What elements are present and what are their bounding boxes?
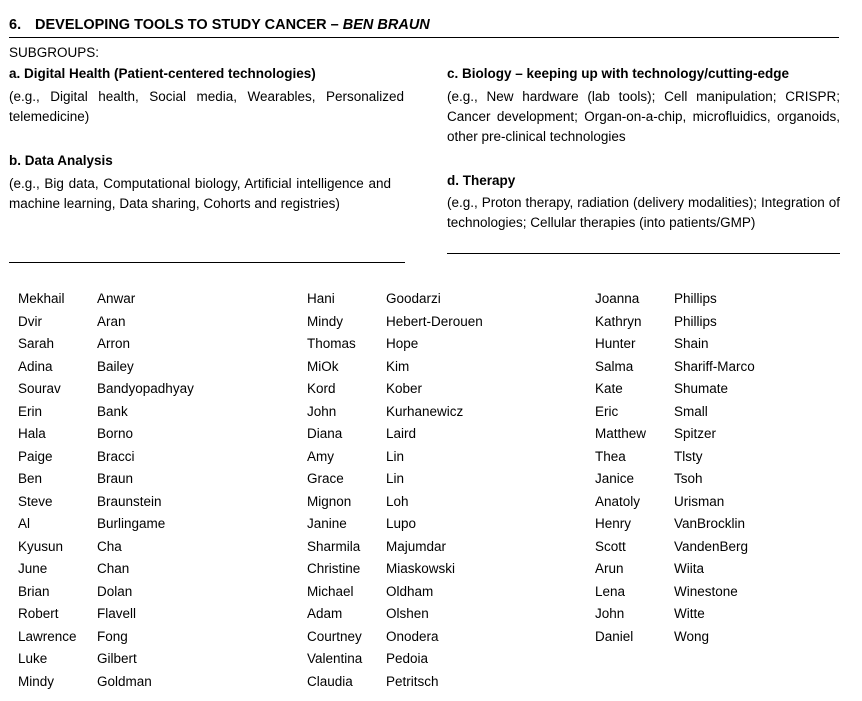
name-row — [595, 491, 755, 514]
last-name: VandenBerg — [674, 538, 749, 554]
last-name: Urisman — [674, 493, 725, 509]
name-row — [307, 446, 483, 469]
name-row — [18, 581, 194, 604]
subgroup-c-description: (e.g., New hardware (lab tools); Cell manipulation; CRISPR; Cancer development; Organ-on-a-chip, microfluidics, organoids, other pre-clinical technologies — [447, 89, 840, 144]
last-name: Chan — [97, 561, 130, 576]
name-row — [307, 603, 483, 626]
name-row — [18, 468, 194, 491]
last-name: Hebert-Derouen — [386, 313, 483, 329]
last-name: Bank — [97, 403, 128, 419]
first-name: Sharmila — [307, 538, 361, 554]
last-name: Bailey — [97, 358, 134, 374]
last-name: Wong — [674, 628, 710, 644]
subgroup-a-description: (e.g., Digital health, Social media, Wearables, Personalized telemedicine) — [9, 89, 404, 124]
name-row — [18, 648, 194, 671]
first-name: Daniel — [595, 628, 634, 644]
last-name: Petritsch — [386, 673, 439, 689]
name-row — [18, 513, 194, 536]
last-name: Goldman — [97, 673, 152, 689]
last-name: Lin — [386, 448, 405, 464]
last-name: Oldham — [386, 583, 434, 599]
name-row — [595, 356, 755, 379]
last-name: Shariff-Marco — [674, 358, 755, 374]
name-row — [18, 446, 194, 469]
last-name: Flavell — [97, 606, 137, 621]
last-name: Kober — [386, 381, 423, 396]
first-name: Courtney — [307, 628, 362, 644]
name-row — [18, 626, 194, 649]
first-name: Arun — [595, 561, 624, 576]
name-row — [18, 311, 194, 334]
last-name: VanBrocklin — [674, 516, 746, 531]
section-number: 6. — [9, 17, 22, 33]
name-row — [18, 423, 194, 446]
first-name: Sourav — [18, 381, 61, 396]
first-name: Kathryn — [595, 313, 642, 329]
last-name: Small — [674, 403, 708, 419]
first-name: Thomas — [307, 336, 356, 351]
last-name: Braunstein — [97, 493, 162, 509]
last-name: Shain — [674, 336, 709, 351]
name-row — [18, 603, 194, 626]
last-name: Fong — [97, 628, 128, 644]
left-divider — [9, 262, 405, 263]
subgroup-a-title: a. Digital Health (Patient-centered technologies) — [9, 66, 316, 81]
name-row — [595, 378, 755, 401]
last-name: Borno — [97, 426, 134, 441]
heading-divider — [9, 37, 839, 38]
name-row — [18, 671, 194, 694]
first-name: June — [18, 561, 48, 576]
first-name: Salma — [595, 358, 634, 374]
last-name: Kim — [386, 358, 410, 374]
name-row — [595, 401, 755, 424]
first-name: Janice — [595, 471, 635, 486]
name-row — [595, 446, 755, 469]
name-row — [595, 423, 755, 446]
names-column-2 — [307, 288, 483, 693]
name-row — [595, 603, 755, 626]
right-divider — [447, 253, 840, 254]
first-name: Joanna — [595, 291, 640, 306]
names-column-1 — [18, 288, 194, 693]
last-name: Burlingame — [97, 516, 166, 531]
first-name: Kate — [595, 381, 623, 396]
last-name: Gilbert — [97, 651, 137, 666]
name-row — [307, 356, 483, 379]
first-name: Christine — [307, 561, 361, 576]
name-row — [595, 468, 755, 491]
name-row — [18, 333, 194, 356]
first-name: Mindy — [18, 673, 55, 689]
first-name: Eric — [595, 403, 619, 419]
subgroup-b-title: b. Data Analysis — [9, 153, 113, 168]
first-name: Grace — [307, 471, 344, 486]
first-name: Ben — [18, 471, 43, 486]
name-row — [307, 558, 483, 581]
name-row — [307, 491, 483, 514]
first-name: Sarah — [18, 336, 55, 351]
subgroup-c-title: c. Biology – keeping up with technology/cutting-edge — [447, 66, 790, 81]
first-name: Adam — [307, 606, 343, 621]
last-name: Dolan — [97, 583, 133, 599]
first-name: Kord — [307, 381, 336, 396]
name-row — [307, 468, 483, 491]
first-name: Janine — [307, 516, 347, 531]
name-row — [595, 536, 755, 559]
first-name: Paige — [18, 448, 53, 464]
first-name: Robert — [18, 606, 59, 621]
first-name: Scott — [595, 538, 626, 554]
section-title: DEVELOPING TOOLS TO STUDY CANCER – — [35, 17, 343, 33]
last-name: Olshen — [386, 606, 429, 621]
section-heading — [9, 17, 430, 33]
name-row — [307, 378, 483, 401]
last-name: Pedoia — [386, 651, 429, 666]
name-row — [18, 356, 194, 379]
first-name: Valentina — [307, 651, 363, 666]
name-row — [18, 378, 194, 401]
name-row — [18, 401, 194, 424]
last-name: Arron — [97, 336, 131, 351]
last-name: Lin — [386, 471, 405, 486]
first-name: Hani — [307, 291, 335, 306]
first-name: Diana — [307, 426, 343, 441]
name-row — [595, 581, 755, 604]
last-name: Bandyopadhyay — [97, 381, 194, 396]
last-name: Aran — [97, 313, 126, 329]
last-name: Bracci — [97, 448, 135, 464]
first-name: Claudia — [307, 673, 353, 689]
name-row — [307, 626, 483, 649]
last-name: Winestone — [674, 583, 738, 599]
last-name: Loh — [386, 493, 409, 509]
name-row — [307, 401, 483, 424]
last-name: Kurhanewicz — [386, 403, 464, 419]
last-name: Phillips — [674, 313, 717, 329]
last-name: Lupo — [386, 516, 417, 531]
subgroup-d-description: (e.g., Proton therapy, radiation (delivery modalities); Integration of technologies; Cellular therapies (into patients/GMP) — [447, 195, 840, 230]
last-name: Witte — [674, 606, 705, 621]
first-name: Michael — [307, 583, 354, 599]
last-name: Shumate — [674, 381, 729, 396]
first-name: John — [595, 606, 625, 621]
first-name: Al — [18, 516, 31, 531]
last-name: Braun — [97, 471, 134, 486]
first-name: Henry — [595, 516, 632, 531]
first-name: Dvir — [18, 313, 42, 329]
first-name: Amy — [307, 448, 334, 464]
first-name: Hala — [18, 426, 46, 441]
name-row — [595, 626, 755, 649]
last-name: Hope — [386, 336, 419, 351]
name-row — [307, 288, 483, 311]
first-name: Kyusun — [18, 538, 64, 554]
name-row — [595, 333, 755, 356]
name-row — [307, 311, 483, 334]
last-name: Goodarzi — [386, 291, 441, 306]
name-row — [307, 536, 483, 559]
last-name: Cha — [97, 538, 122, 554]
names-column-3 — [595, 288, 755, 648]
first-name: Matthew — [595, 426, 647, 441]
first-name: Adina — [18, 358, 53, 374]
name-row — [307, 333, 483, 356]
first-name: Anatoly — [595, 493, 641, 509]
last-name: Wiita — [674, 561, 704, 576]
first-name: Luke — [18, 651, 48, 666]
name-row — [307, 671, 483, 694]
name-row — [595, 513, 755, 536]
first-name: John — [307, 403, 337, 419]
section-author: BEN BRAUN — [342, 17, 430, 33]
last-name: Tsoh — [674, 471, 703, 486]
name-row — [307, 423, 483, 446]
last-name: Spitzer — [674, 426, 717, 441]
first-name: Erin — [18, 403, 43, 419]
name-row — [307, 648, 483, 671]
first-name: Thea — [595, 448, 626, 464]
first-name: Mindy — [307, 313, 344, 329]
subgroups-label: SUBGROUPS: — [9, 45, 100, 60]
first-name: Lawrence — [18, 628, 77, 644]
last-name: Laird — [386, 426, 417, 441]
name-row — [18, 491, 194, 514]
name-row — [307, 581, 483, 604]
name-row — [18, 288, 194, 311]
last-name: Majumdar — [386, 538, 447, 554]
first-name: Hunter — [595, 336, 636, 351]
last-name: Anwar — [97, 291, 136, 306]
name-row — [307, 513, 483, 536]
last-name: Tlsty — [674, 448, 703, 464]
name-row — [595, 311, 755, 334]
subgroup-d-title: d. Therapy — [447, 173, 516, 188]
last-name: Phillips — [674, 291, 717, 306]
first-name: Steve — [18, 493, 53, 509]
first-name: Brian — [18, 583, 50, 599]
name-row — [18, 558, 194, 581]
last-name: Onodera — [386, 628, 439, 644]
first-name: Mignon — [307, 493, 352, 509]
subgroup-b-description: (e.g., Big data, Computational biology, Artificial intelligence and machine learning, Data sharing, Cohorts and registries) — [9, 176, 391, 211]
first-name: Mekhail — [18, 291, 65, 306]
name-row — [18, 536, 194, 559]
first-name: Lena — [595, 583, 626, 599]
name-row — [595, 558, 755, 581]
last-name: Miaskowski — [386, 561, 456, 576]
name-row — [595, 288, 755, 311]
first-name: MiOk — [307, 358, 339, 374]
